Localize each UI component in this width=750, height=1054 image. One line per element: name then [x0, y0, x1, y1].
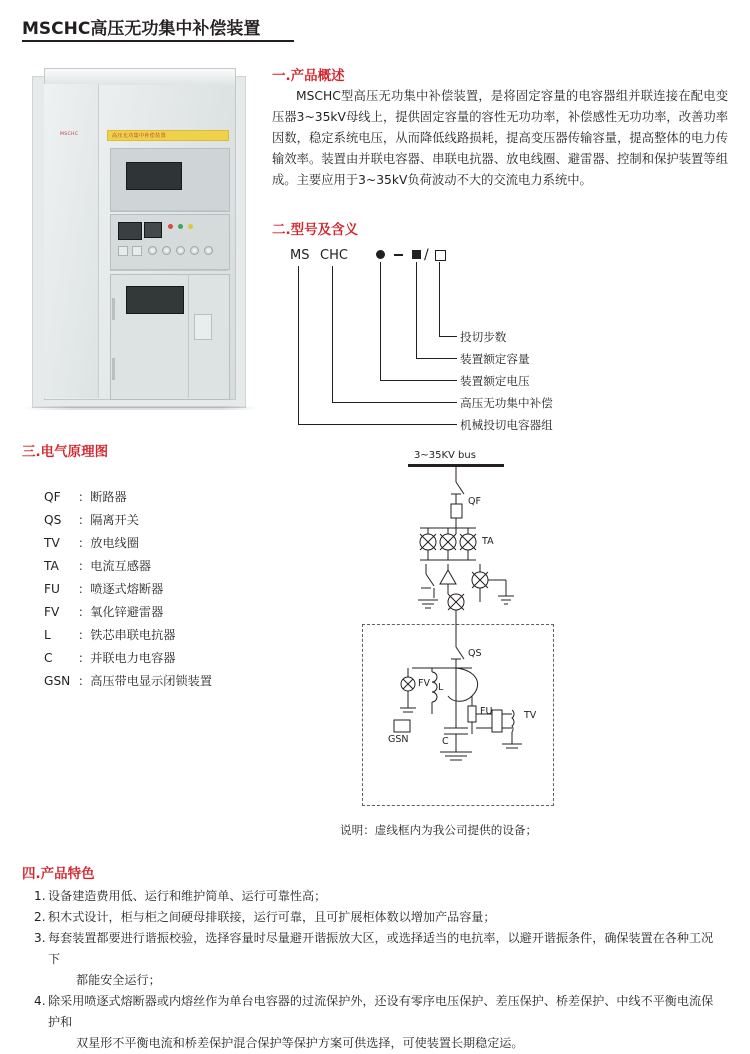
legend-item [44, 670, 212, 693]
legend-sep: ： [78, 490, 91, 504]
list-item [34, 928, 724, 991]
legend-item [44, 509, 212, 532]
cabinet-knob-4[interactable] [190, 246, 199, 255]
cabinet-knob-2[interactable] [162, 246, 171, 255]
legend-item [44, 486, 212, 509]
cabinet-brand-text: MSCHC [60, 132, 79, 137]
legend-item [44, 647, 212, 670]
section-2-heading: 二.型号及含义 [272, 222, 359, 238]
legend-value: 氧化锌避雷器 [90, 605, 164, 619]
legend-key: QF [44, 490, 61, 504]
model-code-ms: MS [290, 248, 310, 263]
model-label-5: 机械投切电容器组 [460, 418, 553, 432]
cabinet-meter-1 [118, 222, 142, 240]
legend-key: FU [44, 582, 60, 596]
schematic-tag-qf: QF [468, 496, 481, 507]
legend-item [44, 624, 212, 647]
legend-value: 电流互感器 [90, 559, 152, 573]
legend-sep: ： [78, 605, 91, 619]
model-code-dot-symbol [376, 250, 385, 259]
legend-sep: ： [78, 582, 91, 596]
leader-v-2 [416, 262, 417, 358]
leader-v-3 [380, 262, 381, 380]
model-code-diagram [272, 247, 728, 432]
schematic-tag-c: C [442, 736, 449, 747]
legend-item [44, 555, 212, 578]
leader-h-1 [439, 336, 457, 337]
schematic-note: 说明：虚线框内为我公司提供的设备； [340, 823, 538, 837]
cabinet-divider-1 [110, 210, 228, 211]
schematic-tag-tv: TV [524, 710, 537, 721]
cabinet-label-plate [194, 314, 212, 340]
legend-item [44, 532, 212, 555]
model-code-chc: CHC [320, 248, 348, 263]
legend-value: 喷逐式熔断器 [90, 582, 164, 596]
cabinet-door-seam [188, 274, 189, 398]
schematic-tag-gsn: GSN [388, 734, 409, 745]
cabinet-button-2[interactable] [132, 246, 142, 256]
cabinet-led-red [168, 224, 173, 229]
schematic-tag-l: L [438, 682, 444, 693]
list-item [34, 886, 724, 907]
legend-sep: ： [78, 536, 91, 550]
legend-value: 铁芯串联电抗器 [90, 628, 176, 642]
schematic-legend [44, 486, 212, 693]
legend-item [44, 578, 212, 601]
cabinet-knob-3[interactable] [176, 246, 185, 255]
section-1-paragraph: MSCHC型高压无功集中补偿装置，是将固定容量的电容器组并联连接在配电变压器3~35kV母线上，提供固定容量的容性无功功率，补偿感性无功功率，改善功率因数，稳定系统电压，从而降低线路损耗，提高变压器传输容量，提高整体的电力传输效率。装置由并联电容器、串联电抗器、放电线圈、避雷器、控制和保护装置等组成。主要应用于3~35kV负荷波动不大的交流电力系统中。 [272, 89, 728, 187]
title-underline [22, 40, 294, 42]
leader-v-4 [332, 266, 333, 402]
model-code-square-symbol [412, 250, 421, 259]
legend-key: QS [44, 513, 62, 527]
legend-value: 隔离开关 [90, 513, 139, 527]
legend-key: C [44, 651, 53, 665]
section-1-heading: 一.产品概述 [272, 68, 345, 84]
schematic-tag-qs: QS [468, 648, 482, 659]
legend-key: FV [44, 605, 60, 619]
cabinet-banner-text: 高压无功集中补偿装置 [112, 133, 167, 139]
model-code-box-symbol [435, 250, 446, 261]
electrical-schematic [352, 452, 612, 812]
cabinet-hinge-top [112, 298, 115, 320]
model-code-slash-symbol: / [424, 247, 429, 263]
model-label-1: 投切步数 [460, 330, 507, 344]
legend-sep: ： [78, 513, 91, 527]
list-item-text: 设备建造费用低、运行和维护简单、运行可靠性高； [48, 889, 327, 903]
legend-sep: ： [78, 559, 91, 573]
list-item-number: 3. [34, 931, 46, 945]
section-4-heading: 四.产品特色 [22, 866, 95, 882]
list-item-continuation: 都能安全运行； [76, 973, 161, 987]
legend-value: 并联电力电容器 [90, 651, 176, 665]
list-item-number: 1. [34, 889, 46, 903]
legend-key: TA [44, 559, 59, 573]
list-item [34, 907, 724, 928]
legend-key: TV [44, 536, 60, 550]
cabinet-divider-2 [110, 270, 228, 271]
section-1-body [272, 86, 728, 191]
cabinet-top-cover [44, 68, 236, 85]
cabinet-led-yellow [188, 224, 193, 229]
legend-value: 放电线圈 [90, 536, 139, 550]
model-label-3: 装置额定电压 [460, 374, 530, 388]
feature-list [34, 886, 724, 1054]
legend-key: L [44, 628, 51, 642]
cabinet-floor-shadow [22, 406, 258, 410]
leader-v-5 [298, 266, 299, 424]
legend-sep: ： [78, 674, 91, 688]
cabinet-knob-5[interactable] [204, 246, 213, 255]
legend-value: 高压带电显示闭锁装置 [90, 674, 213, 688]
schematic-tag-fu: FU [480, 706, 493, 717]
legend-sep: ： [78, 628, 91, 642]
list-item-text: 积木式设计，柜与柜之间硬母排联接，运行可靠，且可扩展柜体数以增加产品容量； [48, 910, 496, 924]
legend-key: GSN [44, 674, 71, 688]
section-3-heading: 三.电气原理图 [22, 444, 109, 460]
cabinet-led-green [178, 224, 183, 229]
legend-sep: ： [78, 651, 91, 665]
cabinet-hinge-bottom [112, 358, 115, 380]
list-item-text: 每套装置都要进行谐振校验，选择容量时尽量避开谐振放大区，或选择适当的电抗率，以避开谐振条件，确保装置在各种工况下 [48, 931, 714, 966]
schematic-tag-fv: FV [418, 678, 430, 689]
page-title: MSCHC高压无功集中补偿装置 [22, 19, 261, 39]
model-label-2: 装置额定容量 [460, 352, 530, 366]
model-code-dash-symbol [394, 254, 403, 256]
cabinet-knob-1[interactable] [148, 246, 157, 255]
cabinet-banner [107, 130, 229, 141]
leader-h-2 [416, 358, 457, 359]
cabinet-button-1[interactable] [118, 246, 128, 256]
list-item-number: 4. [34, 994, 46, 1008]
schematic-tag-ta: TA [482, 536, 494, 547]
cabinet-lower-window [126, 286, 184, 314]
legend-value: 断路器 [90, 490, 127, 504]
list-item [34, 991, 724, 1054]
model-label-4: 高压无功集中补偿 [460, 396, 553, 410]
leader-v-1 [439, 262, 440, 336]
bus-label: 3~35KV bus [414, 450, 476, 461]
cabinet-upper-window [126, 162, 182, 190]
leader-h-4 [332, 402, 457, 403]
leader-h-5 [298, 424, 457, 425]
list-item-continuation: 双星形不平衡电流和桥差保护混合保护等保护方案可供选择，可使装置长期稳定运。 [76, 1036, 524, 1050]
cabinet-meter-2 [144, 222, 162, 238]
legend-item [44, 601, 212, 624]
list-item-text: 除采用喷逐式熔断器或内熔丝作为单台电容器的过流保护外，还设有零序电压保护、差压保护、桥差保护、中线不平衡电流保护和 [48, 994, 714, 1029]
product-photo [22, 58, 258, 410]
list-item-number: 2. [34, 910, 46, 924]
leader-h-3 [380, 380, 457, 381]
